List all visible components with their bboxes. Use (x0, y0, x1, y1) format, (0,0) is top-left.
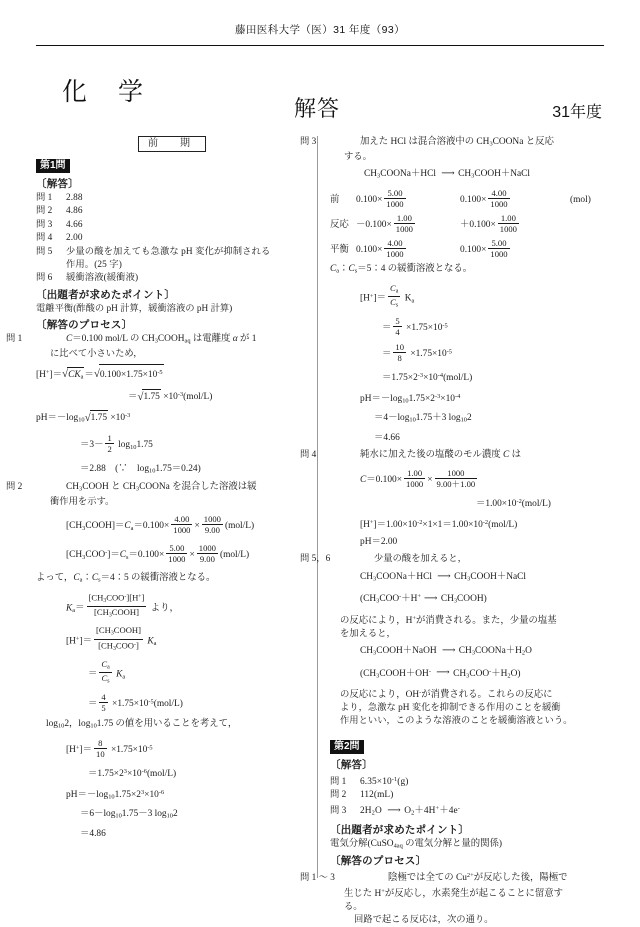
points-text: 電離平衡(酢酸の pH 計算，緩衝溶液の pH 計算) (36, 303, 233, 314)
q56-equation-3: $CH_3COOH+NaOH$ ⟶ $CH_3COONa+H_2O$ (360, 645, 532, 657)
q56-equation-4: ($CH_3COOH+OH^-$ ⟶ $CH_3COO^-+H_2O$) (360, 667, 521, 680)
q2-math-9: $pH=-\log_{10}1.75\times 2^3\times 10^{-6}$ (66, 788, 165, 801)
year-label: 31年度 (552, 104, 602, 121)
q2-math-6: ＝ $\frac{4}{5}$ $\times 1.75\times 10^{-5}(mol/L)$ (88, 691, 183, 713)
column-divider (317, 136, 318, 878)
q2-note-2: $\log_{10}2$，$\log_{10}1.75$ の値を用いることを考えて， (46, 719, 238, 730)
spacer (330, 728, 606, 738)
q2-process-line4: 回路で起こる反応は，次の通り。 (354, 915, 494, 926)
question-2-badge: 第2問 (330, 740, 364, 754)
q3-math-6: $=4-\log_{10}1.75+3$ $\log_{10}2$ (374, 413, 472, 425)
answer-row: 問 3 4.66 (36, 219, 83, 230)
q2-process-line2: 衝作用を示す。 (50, 497, 115, 508)
answer-row: 問 1 $6.35\times 10^{-1}(g)$ (330, 775, 409, 787)
q4-math-4: pH＝2.00 (360, 537, 398, 548)
q4-math-1: C＝0.100× $\frac{1.00}{1000}$ × $\frac{1000}{9.00+1.00}$ (360, 467, 476, 489)
q1-badge-wrap (36, 157, 308, 175)
process-heading-2: 〔解答のプロセス〕 (330, 855, 427, 868)
q2-process-line3: る。 (344, 902, 363, 913)
q2-process-line1: 問 1 ～ 3 陰極では全ての $Cu^{2+}$が反応した後，陽極で (300, 872, 568, 884)
q2-math-7: [H+]＝ $\frac{8}{10}$ $\times 1.75\times 10^{-5}$ (66, 737, 153, 759)
q2-math-5: ＝ $\frac{C_a}{C_s}$ $K_a$ (88, 658, 126, 685)
q2-math-10: $=6-\log_{10}1.75-3$ $\log_{10}2$ (80, 809, 178, 820)
q3-equation: $CH_3COONa+HCl$ ⟶ $CH_3COOH+NaCl$ (364, 169, 531, 180)
q4-line1: 問 4 純水に加えた後の塩酸のモル濃度 C は (300, 450, 521, 461)
q3-math-1: [H+]＝ $\frac{C_a}{C_s}$ $K_a$ (360, 282, 415, 309)
q3-line2: する。 (344, 152, 372, 163)
q2-math-11: ＝4.86 (80, 828, 106, 839)
q4-math-3: $[H^+]=1.00\times 10^{-2}\times 1\times 1=1.00\times 10^{-2}(mol/L)$ (360, 518, 518, 530)
answer-row: 問 4 2.00 (36, 233, 83, 244)
term-label: 前 期 (138, 136, 206, 152)
q1-math-3: $pH=-\log_{10}√1.75 \times 10^{-3}$ (36, 408, 308, 428)
q2-process-line2: 生じた H+が反応し，水素発生が起こることに留意す (344, 888, 563, 900)
q2-math-4: [H+]＝ $\frac{[CH_3COOH]}{[CH_3COO^-]}$ $K_a$ (66, 625, 157, 652)
answer-row-cont: 作用。(25 字) (66, 260, 122, 271)
reaction-table-row: 前 0.100× $\frac{5.00}{1000}$ 0.100× $\frac{4.00}{1000}$ (mol) (330, 187, 591, 209)
points-text-2: 電気分解(CuSO$_{4aq}$ の電気分解と量的関係) (330, 838, 502, 850)
reaction-table-row: 反応 －0.100× $\frac{1.00}{1000}$ ＋0.100× $\frac{1.00}{1000}$ (330, 212, 517, 234)
q56-text-4: より，急激な pH 変化を抑制できる作用のことを緩衝 (340, 702, 561, 713)
answer-section-heading: 〔解答〕 (36, 178, 79, 190)
q56-equation-1: $CH_3COONa+HCl$ ⟶ $CH_3COOH+NaCl$ (360, 571, 527, 583)
question-1-badge: 第1問 (36, 159, 70, 173)
q2-badge-wrap (330, 738, 606, 756)
answer-row: 問 6 緩衝溶液(緩衝液) (36, 273, 139, 284)
answer-row: 問 5 少量の酸を加えても急激な pH 変化が抑制される (36, 246, 271, 257)
q2-note: よって，$C_a$：$C_s=4$：5 の緩衝溶液となる。 (36, 572, 216, 584)
page-title: 化 学 (62, 78, 155, 106)
q2-math-8: $=1.75\times 2^3\times 10^{-6}(mol/L)$ (88, 767, 177, 779)
process-heading: 〔解答のプロセス〕 (36, 318, 133, 331)
q3-math-2: ＝ $\frac{5}{4}$ $\times 1.75\times 10^{-5}$ (382, 315, 448, 337)
q1-math-2: $=√1.75 \times 10^{-3}(mol/L)$ (128, 387, 308, 405)
q56-equation-2: ($CH_3COO^-+H^+$ ⟶ $CH_3COOH$) (360, 593, 487, 605)
q1-process-line1: 問 1 C＝0.100 mol/L の $CH_3COOH_{aq}$ は電離度 α が 1 (6, 333, 257, 345)
reaction-table-row: 平衡 0.100× $\frac{4.00}{1000}$ 0.100× $\frac{5.00}{1000}$ (330, 237, 508, 259)
q3-math-5: $pH=-\log_{10}1.75\times 2^{-3}\times 10^{-4}$ (360, 392, 461, 405)
q2-math-3: $K_a=$ $\frac{[CH_3COO^-][H^+]}{[CH_3COOH]}$ より， (66, 592, 179, 619)
q1-math-5: ＝2.88 (∵ $\log_{10}1.75=0.24$) (80, 463, 201, 475)
points-heading-2: 〔出題者が求めたポイント〕 (330, 823, 470, 836)
q56-text-3: の反応により，OH-が消費される。これらの反応に (340, 689, 553, 700)
answer-heading: 解答 (294, 96, 341, 121)
left-column (6, 136, 308, 845)
q56-line1: 問 5，6 少量の酸を加えると， (300, 554, 467, 565)
q3-math-4: $=1.75\times 2^{-3}\times 10^{-4}(mol/L)$ (382, 372, 473, 383)
header-rule (36, 45, 604, 46)
q56-text-2: を加えると， (340, 628, 396, 639)
q56-text-5: 作用といい，このような溶液のことを緩衝溶液という。 (340, 715, 573, 726)
running-head: 藤田医科大学（医）31 年度（93） (235, 24, 405, 36)
q2-process-line1: 問 2 $CH_3COOH$ と $CH_3COONa$ を混合した溶液は緩 (6, 482, 257, 493)
q3-note: $C_a$：$C_s=5$：4 の緩衝溶液となる。 (330, 264, 473, 275)
q1-process-line2: に比べて小さいため， (50, 348, 143, 359)
q2-math-2: $[CH_3COO^-]=C_s=0.100\times$ $\frac{5.00}{1000}$ × $\frac{1000}{9.00}$ (mol/L) (66, 543, 250, 565)
answer-row: 問 1 2.88 (36, 193, 83, 203)
q2-math-1: $[CH_3COOH]=C_a=0.100\times$ $\frac{4.00}{1000}$ × $\frac{1000}{9.00}$ (mol/L) (66, 514, 255, 536)
answer-section-heading-2: 〔解答〕 (330, 758, 373, 771)
q3-math-7: ＝4.66 (374, 433, 400, 444)
q3-line1: 問 3 加えた HCl は混合溶液中の $CH_3COONa$ と反応 (300, 137, 554, 148)
points-heading: 〔出題者が求めたポイント〕 (36, 288, 176, 301)
q3-math-3: ＝ $\frac{10}{8}$ $\times 1.75\times 10^{-5}$ (382, 341, 452, 363)
q56-text-1: の反応により，H+が消費される。また，少量の塩基 (340, 614, 557, 626)
q4-math-2: $=1.00\times 10^{-2}(mol/L)$ (476, 497, 551, 509)
q1-math-4: ＝3－ $\frac{1}{2}$ $\log_{10}1.75$ (80, 432, 153, 454)
answer-row: 問 2 4.86 (36, 206, 83, 217)
answer-row: 問 3 $2H_2O$ ⟶ $O_2+4H^++4e^-$ (330, 805, 460, 818)
q1-math-1: $[H^+]=√CK_a=√0.100\times 1.75\times 10^{-5}$ (36, 364, 308, 385)
right-column (300, 136, 606, 927)
answer-row: 問 2 112(mL) (330, 790, 394, 801)
term-label-wrap (36, 136, 308, 152)
